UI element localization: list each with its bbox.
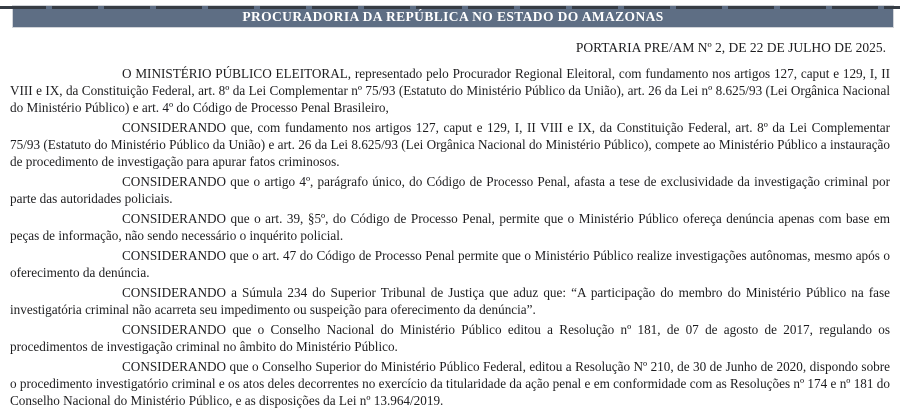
top-dashed-rule bbox=[0, 6, 900, 9]
considerando-paragraph: CONSIDERANDO que o Conselho Nacional do Ministério Público editou a Resolução nº 181, de 07 de agosto de 2017, regulando os procedimentos de investigação criminal no âmbito do Ministério Público. bbox=[10, 322, 890, 354]
header-bar-title: PROCURADORIA DA REPÚBLICA NO ESTADO DO AMAZONAS bbox=[242, 9, 664, 24]
considerando-paragraph: CONSIDERANDO que o Conselho Superior do Ministério Público Federal, editou a Resolução Nº 210, de 30 de Junho de 2020, dispondo sobre o procedimento investigatório criminal e os atos deles decorrentes no exercício da titularidade da ação penal e em conformidade com as Resoluções nº 174 e nº 181 do Conselho Nacional do Ministério Público, e as disposições da Lei nº 13.964/2019. bbox=[10, 359, 890, 408]
considerando-paragraph: CONSIDERANDO que o artigo 4º, parágrafo único, do Código de Processo Penal, afasta a tese de exclusividade da investigação criminal por parte das autoridades policiais. bbox=[10, 174, 890, 206]
preamble-paragraph: O MINISTÉRIO PÚBLICO ELEITORAL, representado pelo Procurador Regional Eleitoral, com fundamento nos artigos 127, caput e 129, I, II VIII e IX, da Constituição Federal, art. 8º da Lei Complementar nº 75/93 (Estatuto do Ministério Público da União), art. 26 da Lei nº 8.625/93 (Lei Orgânica Nacional do Ministério Público) e art. 4º do Código de Processo Penal Brasileiro, bbox=[10, 66, 890, 115]
considerando-paragraph: CONSIDERANDO a Súmula 234 do Superior Tribunal de Justiça que aduz que: “A participação do membro do Ministério Público na fase investigatória criminal não acarreta seu impedimento ou suspeição para oferecimento da denúncia”. bbox=[10, 285, 890, 317]
portaria-title: PORTARIA PRE/AM Nº 2, DE 22 DE JULHO DE 2025. bbox=[575, 40, 886, 55]
header-bar bbox=[13, 6, 893, 27]
document-body bbox=[10, 65, 890, 409]
considerando-paragraph: CONSIDERANDO que o art. 47 do Código de Processo Penal permite que o Ministério Público realize investigações autônomas, mesmo após o oferecimento da denúncia. bbox=[10, 248, 890, 280]
considerando-paragraph: CONSIDERANDO que, com fundamento nos artigos 127, caput e 129, I, II VIII e IX, da Constituição Federal, art. 8º da Lei Complementar 75/93 (Estatuto do Ministério Público da União) e art. 26 da Lei 8.625/93 (Lei Orgânica Nacional do Ministério Público), compete ao Ministério Público a instauração de procedimento de investigação para apurar fatos criminosos. bbox=[10, 120, 890, 169]
considerando-paragraph: CONSIDERANDO que o art. 39, §5º, do Código de Processo Penal, permite que o Ministério Público ofereça denúncia apenas com base em peças de informação, não sendo necessário o inquérito policial. bbox=[10, 211, 890, 243]
